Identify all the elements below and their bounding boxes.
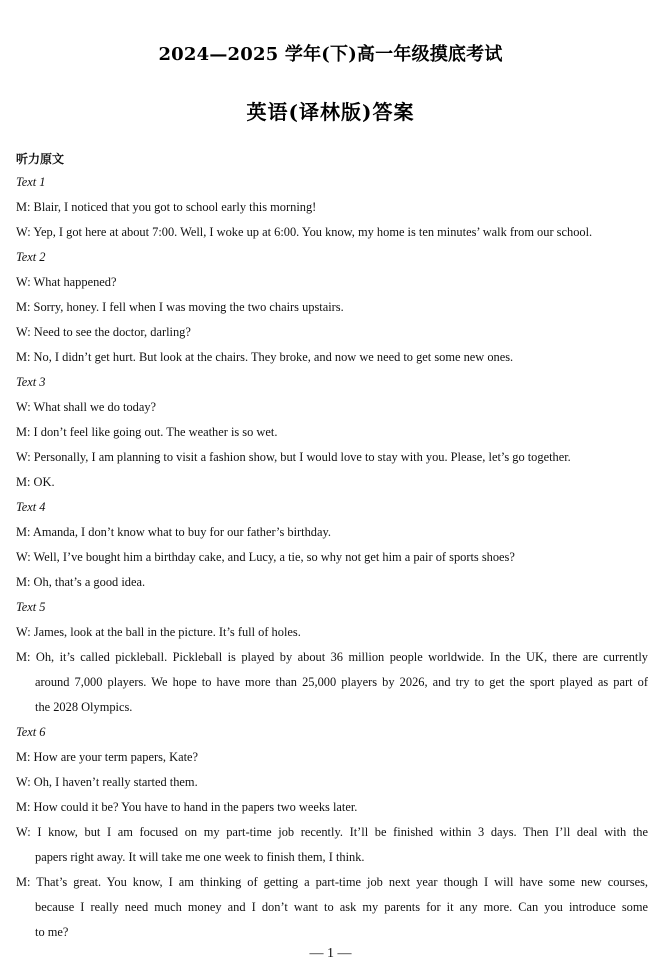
- document-title: 2024—2025 学年(下)高一年级摸底考试: [158, 44, 503, 65]
- dialogue-line: M: Oh, it’s called pickleball. Pickleball is played by about 36 million people worldwide. In the UK, there are currently: [16, 650, 648, 664]
- dialogue-line: M: Amanda, I don’t know what to buy for our father’s birthday.: [16, 525, 331, 539]
- dialogue-line: M: How could it be? You have to hand in the papers two weeks later.: [16, 800, 358, 814]
- dialogue-line-continued: around 7,000 players. We hope to have more than 25,000 players by 2026, and try to get the sport played as part of: [35, 675, 648, 689]
- dialogue-line: W: What shall we do today?: [16, 400, 157, 414]
- dialogue-line: W: Well, I’ve bought him a birthday cake, and Lucy, a tie, so why not get him a pair of sports shoes?: [16, 550, 515, 564]
- dialogue-line: W: Oh, I haven’t really started them.: [16, 775, 198, 789]
- text-heading: Text 3: [16, 375, 46, 389]
- page-number: — 1 —: [309, 946, 352, 961]
- text-heading: Text 5: [16, 600, 46, 614]
- dialogue-line: M: OK.: [16, 475, 55, 489]
- dialogue-line: M: Sorry, honey. I fell when I was moving the two chairs upstairs.: [16, 300, 344, 314]
- dialogue-line: W: I know, but I am focused on my part-time job recently. It’ll be finished within 3 days. Then I’ll deal with the: [16, 825, 648, 839]
- dialogue-line: W: James, look at the ball in the picture. It’s full of holes.: [16, 625, 301, 639]
- dialogue-line: M: That’s great. You know, I am thinking of getting a part-time job next year though I will have some new courses,: [16, 875, 648, 889]
- text-heading: Text 4: [16, 500, 46, 514]
- dialogue-line: W: Personally, I am planning to visit a fashion show, but I would love to stay with you. Please, let’s go together.: [16, 450, 571, 464]
- dialogue-line: W: What happened?: [16, 275, 117, 289]
- dialogue-line: M: Blair, I noticed that you got to school early this morning!: [16, 200, 317, 214]
- text-heading: Text 1: [16, 175, 46, 189]
- dialogue-line: W: Need to see the doctor, darling?: [16, 325, 191, 339]
- dialogue-line-continued: because I really need much money and I don’t want to ask my parents for it any more. Can you introduce some: [35, 900, 648, 914]
- transcript-lines: [16, 170, 648, 945]
- dialogue-line-continued: papers right away. It will take me one week to finish them, I think.: [35, 850, 365, 864]
- text-heading: Text 6: [16, 725, 46, 739]
- dialogue-line-continued: the 2028 Olympics.: [35, 700, 133, 714]
- text-heading: Text 2: [16, 250, 46, 264]
- document-subtitle: 英语(译林版)答案: [246, 100, 415, 124]
- dialogue-line: M: How are your term papers, Kate?: [16, 750, 199, 764]
- dialogue-line: M: No, I didn’t get hurt. But look at the chairs. They broke, and now we need to get some new ones.: [16, 350, 514, 364]
- dialogue-line: W: Yep, I got here at about 7:00. Well, I woke up at 6:00. You know, my home is ten minutes’ walk from our school.: [16, 225, 593, 239]
- dialogue-line: M: Oh, that’s a good idea.: [16, 575, 146, 589]
- dialogue-line: M: I don’t feel like going out. The weather is so wet.: [16, 425, 278, 439]
- dialogue-line-continued: to me?: [35, 925, 69, 939]
- section-title: 听力原文: [16, 152, 65, 166]
